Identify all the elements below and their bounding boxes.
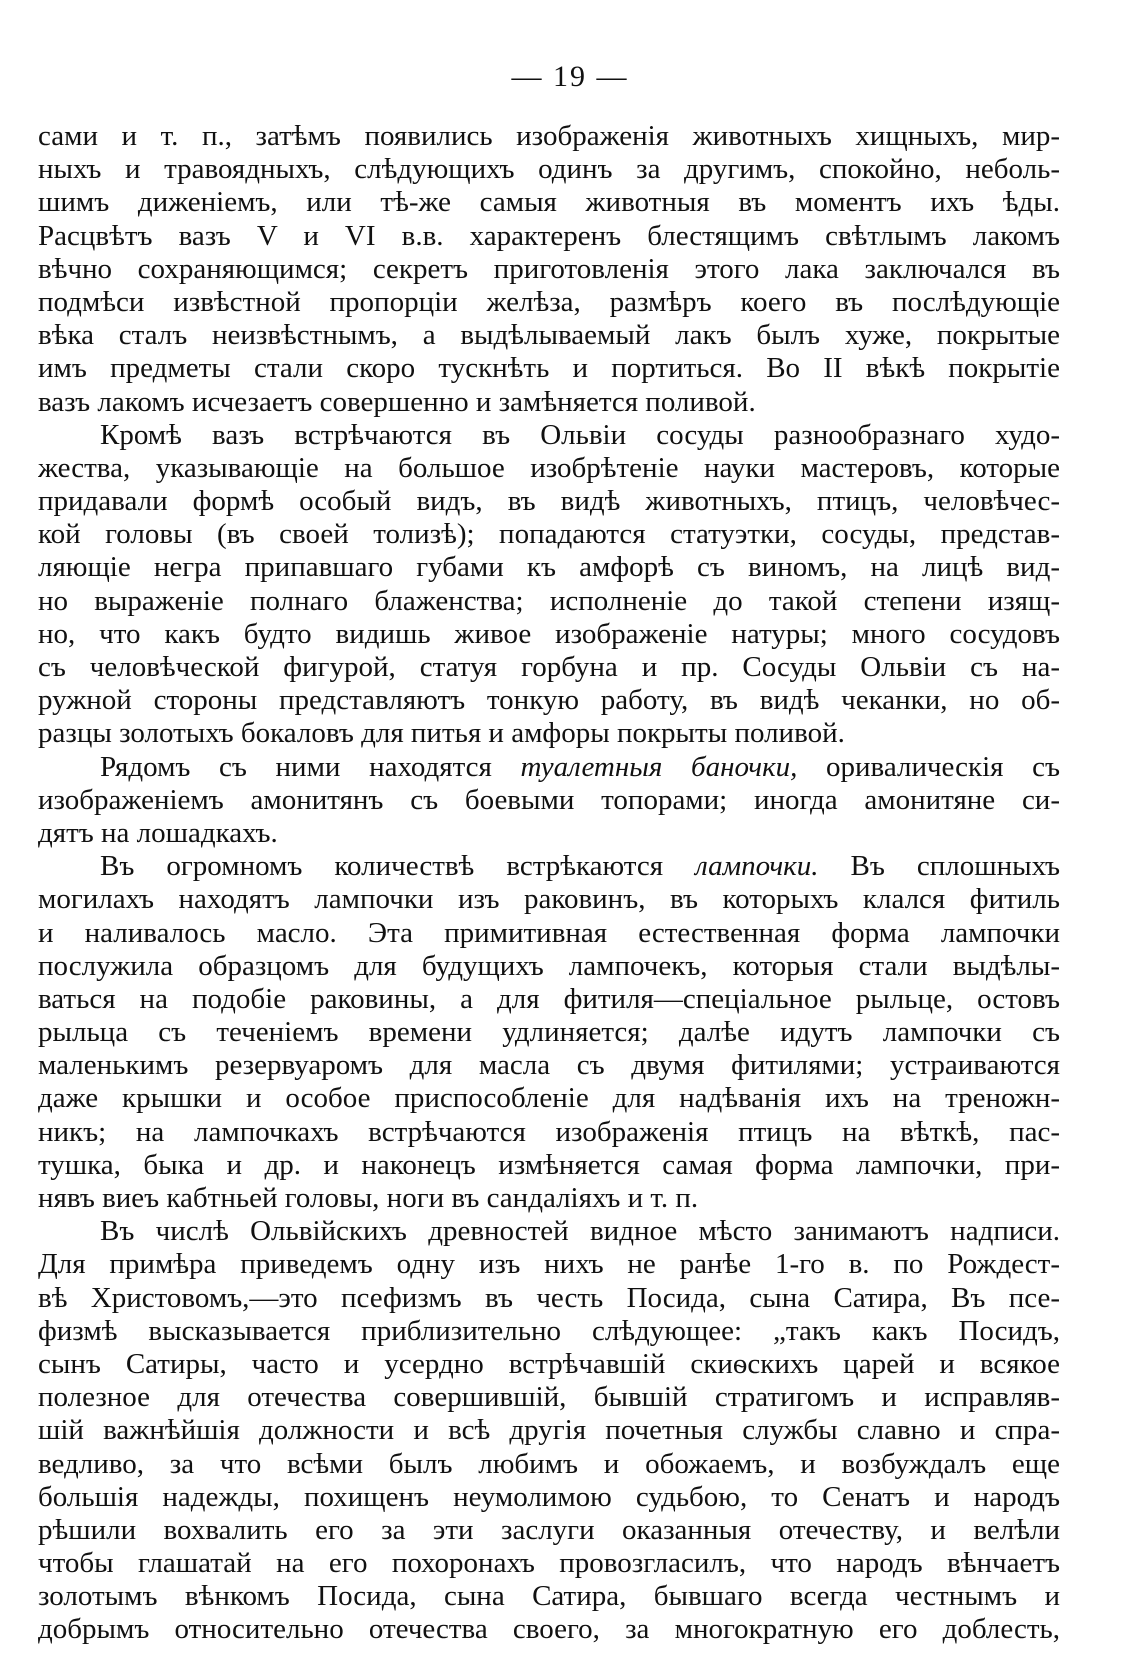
text-line: добрымъ относительно отечества своего, за многократную его доблесть, [38, 1613, 1060, 1646]
text-line: шій важнѣйшія должности и всѣ другія почетныя службы славно и спра- [38, 1414, 1060, 1447]
text-line [38, 850, 1060, 883]
text-line: даже крышки и особое приспособленіе для надѣванія ихъ на треножн- [38, 1082, 1060, 1115]
text-line: Въ числѣ Ольвійскихъ древностей видное мѣсто занимаютъ надписи. [100, 1215, 1060, 1248]
text-line: но выраженіе полнаго блаженства; исполненіе до такой степени изящ- [38, 584, 1060, 617]
text-line: вѣ Христовомъ,—это псефизмъ въ честь Посида, сына Сатира, Въ псе- [38, 1281, 1060, 1314]
text-line: ведливо, за что всѣми былъ любимъ и обожаемъ, и возбуждалъ еще [38, 1447, 1060, 1480]
paragraph-5 [38, 1215, 1060, 1646]
text-body [38, 120, 1060, 1647]
text-line: рыльца съ теченіемъ времени удлиняется; далѣе идутъ лампочки съ [38, 1016, 1060, 1049]
text-line: Кромѣ вазъ встрѣчаются въ Ольвіи сосуды разнообразнаго худо- [100, 418, 1060, 451]
text-run: Рядомъ съ ними находятся [100, 750, 521, 783]
text-line: ваться на подобіе раковины, а для фитиля—спеціальное рыльце, остовъ [38, 982, 1060, 1015]
text-line: чтобы глашатай на его похоронахъ провозгласилъ, что народъ вѣнчаетъ [38, 1547, 1060, 1580]
text-line: Расцвѣтъ вазъ V и VI в.в. характеренъ блестящимъ свѣтлымъ лакомъ [38, 219, 1060, 252]
paragraph-1 [38, 120, 1060, 419]
text-line: сынъ Сатиры, часто и усердно встрѣчавшій скиѳскихъ царей и всякое [38, 1347, 1060, 1380]
text-line: вѣчно сохраняющимся; секретъ приготовленія этого лака заключался въ [38, 252, 1060, 285]
text-line: сами и т. п., затѣмъ появились изображенія животныхъ хищныхъ, мир- [38, 120, 1060, 152]
text-line: кой головы (въ своей толизѣ); попадаются статуэтки, сосуды, представ- [38, 518, 1060, 551]
text-run: оривалическія съ [797, 750, 1060, 783]
text-line [38, 751, 1060, 784]
text-line: и наливалось масло. Эта примитивная естественная форма лампочки [38, 916, 1060, 949]
text-line: большія надежды, похищенъ неумолимою судьбою, то Сенатъ и народъ [38, 1480, 1060, 1513]
text-line: но, что какъ будто видишь живое изображеніе натуры; много сосудовъ [38, 617, 1060, 650]
text-line: съ человѣческой фигурой, статуя горбуна и пр. Сосуды Ольвіи съ на- [38, 651, 1060, 683]
text-line: вазъ лакомъ исчезаетъ совершенно и замѣняется поливой. [38, 385, 756, 418]
text-line: послужила образцомъ для будущихъ лампочекъ, которыя стали выдѣлы- [38, 949, 1060, 982]
text-line: могилахъ находятъ лампочки изъ раковинъ, въ которыхъ клался фитиль [38, 883, 1060, 916]
text-line: изображеніемъ амонитянъ съ боевыми топорами; иногда амонитяне си- [38, 783, 1060, 816]
text-run: Въ огромномъ количествѣ встрѣкаются [100, 850, 696, 883]
text-line: придавали формѣ особый видъ, въ видѣ животныхъ, птицъ, человѣчес- [38, 485, 1060, 518]
italic-term: лампочки. [695, 850, 819, 883]
text-line: никъ; на лампочкахъ встрѣчаются изображенія птицъ на вѣткѣ, пас- [38, 1115, 1060, 1148]
text-line: дятъ на лошадкахъ. [38, 816, 278, 849]
text-line: ляющіе негра припавшаго губами къ амфорѣ съ виномъ, на лицѣ вид- [38, 551, 1060, 584]
text-line: жества, указывающіе на большое изобрѣтеніе науки мастеровъ, которые [38, 451, 1060, 484]
text-run: Въ сплошныхъ [818, 850, 1060, 883]
paragraph-3 [38, 751, 1060, 851]
text-line: ныхъ и травоядныхъ, слѣдующихъ одинъ за другимъ, спокойно, неболь- [38, 153, 1060, 186]
text-line: рѣшили вохвалить его за эти заслуги оказанныя отечеству, и велѣли [38, 1513, 1060, 1546]
text-line: тушка, быка и др. и наконецъ измѣняется самая форма лампочки, при- [38, 1148, 1060, 1181]
text-line: шимъ диженіемъ, или тѣ-же самыя животныя въ моментъ ихъ ѣды. [38, 186, 1060, 219]
paragraph-4 [38, 850, 1060, 1215]
text-line: разцы золотыхъ бокаловъ для питья и амфоры покрыты поливой. [38, 717, 845, 750]
text-line: полезное для отечества совершившій, бывшій стратигомъ и исправляв- [38, 1381, 1060, 1414]
text-line: золотымъ вѣнкомъ Посида, сына Сатира, бывшаго всегда честнымъ и [38, 1580, 1060, 1613]
text-line: имъ предметы стали скоро тускнѣть и портиться. Во II вѣкѣ покрытіе [38, 352, 1060, 385]
page-number: — 19 — [511, 60, 629, 93]
text-line: нявъ виеъ кабтньей головы, ноги въ сандаліяхъ и т. п. [38, 1182, 699, 1214]
text-line: маленькимъ резервуаромъ для масла съ двумя фитилями; устраиваются [38, 1049, 1060, 1082]
text-line: подмѣси извѣстной пропорціи желѣза, размѣръ коего въ послѣдующіе [38, 285, 1060, 318]
text-line: физмѣ высказывается приблизительно слѣдующее: „такъ какъ Посидъ, [38, 1314, 1060, 1347]
italic-term: туалетныя баночки, [520, 750, 798, 783]
text-line: Для примѣра приведемъ одну изъ нихъ не ранѣе 1-го в. по Рождест- [38, 1248, 1060, 1281]
paragraph-2 [38, 419, 1060, 751]
text-line: ружной стороны представляютъ тонкую работу, въ видѣ чеканки, но об- [38, 684, 1060, 717]
text-line: вѣка сталъ неизвѣстнымъ, а выдѣлываемый лакъ былъ хуже, покрытые [38, 319, 1060, 352]
